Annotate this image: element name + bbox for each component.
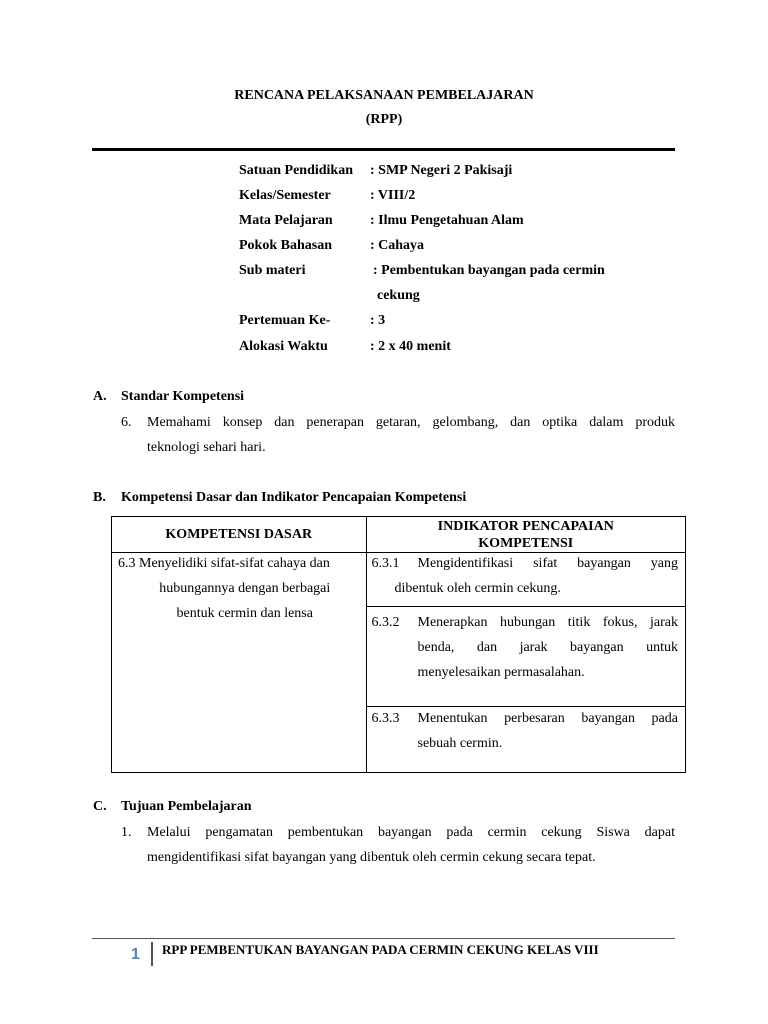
document-title: RENCANA PELAKSANAAN PEMBELAJARAN <box>234 88 534 103</box>
footer-divider <box>92 938 675 939</box>
section-b-letter: B. <box>93 490 106 505</box>
section-c-title: Tujuan Pembelajaran <box>121 799 252 814</box>
indicator-text-continued: menyelesaikan permasalahan. <box>417 665 585 680</box>
paragraph-line: teknologi sehari hari. <box>147 440 266 455</box>
identity-value: : Pembentukan bayangan pada cermin <box>373 263 605 278</box>
footer-separator <box>151 942 153 966</box>
document-subtitle: (RPP) <box>365 112 403 127</box>
header-text: KOMPETENSI DASAR <box>165 526 313 542</box>
indicator-text-continued: sebuah cermin. <box>417 736 503 751</box>
indicator-code: 6.3.3 <box>371 711 400 726</box>
indicator-cell <box>366 607 686 707</box>
identity-value: : 3 <box>370 313 386 328</box>
indicator-code: 6.3.1 <box>371 556 400 571</box>
identity-label: Sub materi <box>239 263 306 278</box>
table-header-indikator <box>366 517 686 553</box>
competency-table <box>111 516 686 773</box>
identity-label: Pertemuan Ke- <box>239 313 331 328</box>
table-header-row <box>112 517 686 553</box>
table-header-kd <box>112 517 367 553</box>
indicator-text-continued: dibentuk oleh cermin cekung. <box>394 581 561 596</box>
title-divider <box>92 148 675 151</box>
section-a-letter: A. <box>93 389 107 404</box>
paragraph-line: mengidentifikasi sifat bayangan yang dibentuk oleh cermin cekung secara tepat. <box>147 850 596 865</box>
indicator-cell <box>366 707 686 773</box>
header-text: INDIKATOR PENCAPAIAN <box>437 518 614 534</box>
header-text: KOMPETENSI <box>478 535 574 551</box>
indicator-code: 6.3.2 <box>371 615 400 630</box>
section-a-item-text <box>147 410 675 460</box>
indicator-text: Menerapkan hubungan titik fokus, jarak <box>417 615 678 630</box>
identity-label: Mata Pelajaran <box>239 213 333 228</box>
indicator-first-line <box>372 706 679 731</box>
footer-text: RPP PEMBENTUKAN BAYANGAN PADA CERMIN CEKUNG KELAS VIII <box>162 942 599 957</box>
identity-label: Satuan Pendidikan <box>239 163 353 178</box>
kd-line: bentuk cermin dan lensa <box>176 606 313 621</box>
kd-line: hubungannya dengan berbagai <box>159 581 331 596</box>
identity-value: : VIII/2 <box>370 188 416 203</box>
indicator-first-line <box>372 610 679 635</box>
kd-cell <box>112 553 367 773</box>
table-row <box>112 553 686 607</box>
indicator-first-line <box>372 551 679 576</box>
identity-label: Kelas/Semester <box>239 188 331 203</box>
indicator-text: Mengidentifikasi sifat bayangan yang <box>417 556 678 571</box>
kd-line: 6.3 Menyelidiki sifat-sifat cahaya dan <box>118 556 330 571</box>
indicator-text: Menentukan perbesaran bayangan pada <box>417 711 678 726</box>
section-c-item-number: 1. <box>121 825 132 840</box>
identity-value: : Ilmu Pengetahuan Alam <box>370 213 524 228</box>
identity-value: : 2 x 40 menit <box>370 339 451 354</box>
section-a-title: Standar Kompetensi <box>121 389 245 404</box>
section-a-item-number: 6. <box>121 415 132 430</box>
section-c-letter: C. <box>93 799 107 814</box>
identity-label: Alokasi Waktu <box>239 339 328 354</box>
identity-value: : SMP Negeri 2 Pakisaji <box>370 163 513 178</box>
section-b-title: Kompetensi Dasar dan Indikator Pencapaian Kompetensi <box>121 490 467 505</box>
indicator-cell <box>366 553 686 607</box>
identity-value-continued: cekung <box>377 288 420 303</box>
identity-value: : Cahaya <box>370 238 425 253</box>
indicator-text-continued: benda, dan jarak bayangan untuk <box>417 640 678 655</box>
page-number: 1 <box>131 946 140 963</box>
identity-label: Pokok Bahasan <box>239 238 332 253</box>
paragraph-line: Memahami konsep dan penerapan getaran, gelombang, dan optika dalam produk <box>147 415 675 430</box>
paragraph-line: Melalui pengamatan pembentukan bayangan pada cermin cekung Siswa dapat <box>147 825 675 840</box>
section-c-item-text <box>147 820 675 870</box>
